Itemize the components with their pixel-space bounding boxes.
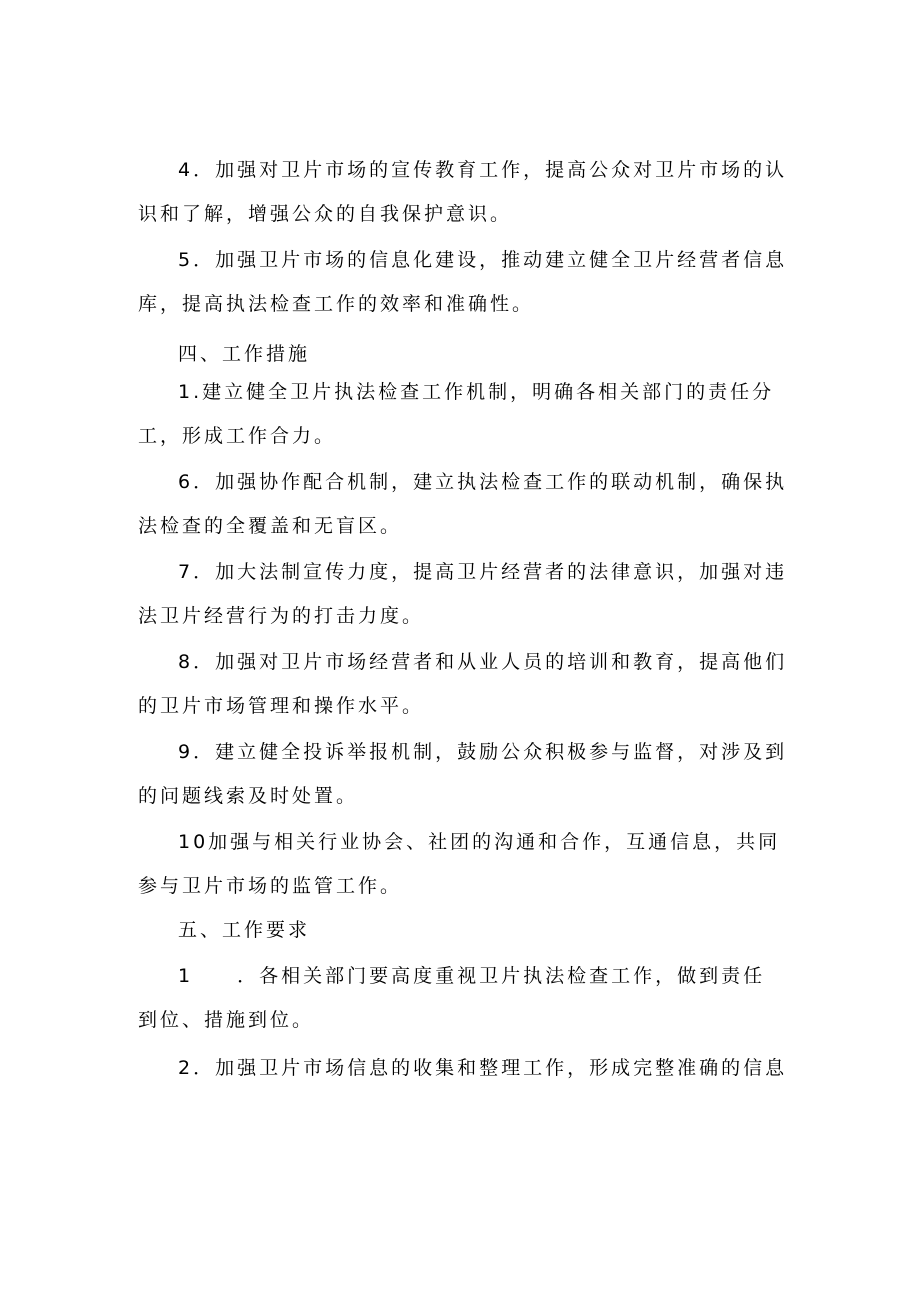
- paragraph-line: 1.建立健全卫片执法检查工作机制，明确各相关部门的责任分: [178, 381, 775, 403]
- paragraph-line: 法检查的全覆盖和无盲区。: [138, 515, 403, 537]
- paragraph-requirement-2: [138, 1046, 788, 1090]
- paragraph-line: 8．加强对卫片市场经营者和从业人员的培训和教育，提高他们: [178, 651, 788, 673]
- paragraph-line: 识和了解，增强公众的自我保护意识。: [138, 203, 513, 225]
- paragraph-measure-9: [138, 730, 788, 818]
- paragraph-measure-1: [138, 370, 778, 458]
- paragraph-measure-8: [138, 640, 788, 728]
- paragraph-line: 6．加强协作配合机制，建立执法检查工作的联动机制，确保执: [178, 471, 788, 493]
- paragraph-line: 到位、措施到位。: [138, 1009, 315, 1031]
- paragraph-line: 参与卫片市场的监管工作。: [138, 875, 403, 897]
- paragraph-measure-6: [138, 460, 788, 548]
- paragraph-line: 9．建立健全投诉举报机制，鼓励公众积极参与监督，对涉及到: [178, 741, 788, 763]
- paragraph-line: 4．加强对卫片市场的宣传教育工作，提高公众对卫片市场的认: [178, 159, 788, 181]
- paragraph-line: 10加强与相关行业协会、社团的沟通和合作，互通信息，共同: [178, 831, 781, 853]
- paragraph-item-5: [138, 238, 788, 326]
- section-heading-text: 五、工作要求: [178, 919, 311, 941]
- paragraph-requirement-1: [138, 954, 778, 1042]
- paragraph-line: 法卫片经营行为的打击力度。: [138, 605, 425, 627]
- section-heading-requirements: [138, 908, 778, 952]
- paragraph-line: 的问题线索及时处置。: [138, 785, 359, 807]
- paragraph-line: 工，形成工作合力。: [138, 425, 337, 447]
- paragraph-line: 7．加大法制宣传力度，提高卫片经营者的法律意识，加强对违: [178, 561, 788, 583]
- paragraph-line: 1 ．各相关部门要高度重视卫片执法检查工作，做到责任: [178, 965, 766, 987]
- paragraph-line: 的卫片市场管理和操作水平。: [138, 695, 425, 717]
- paragraph-item-4: [138, 148, 788, 236]
- paragraph-line: 2．加强卫片市场信息的收集和整理工作，形成完整准确的信息: [178, 1057, 788, 1079]
- paragraph-line: 5．加强卫片市场的信息化建设，推动建立健全卫片经营者信息: [178, 249, 788, 271]
- section-heading-text: 四、工作措施: [178, 343, 311, 365]
- paragraph-measure-7: [138, 550, 788, 638]
- paragraph-measure-10: [138, 820, 781, 908]
- paragraph-line: 库，提高执法检查工作的效率和准确性。: [138, 293, 535, 315]
